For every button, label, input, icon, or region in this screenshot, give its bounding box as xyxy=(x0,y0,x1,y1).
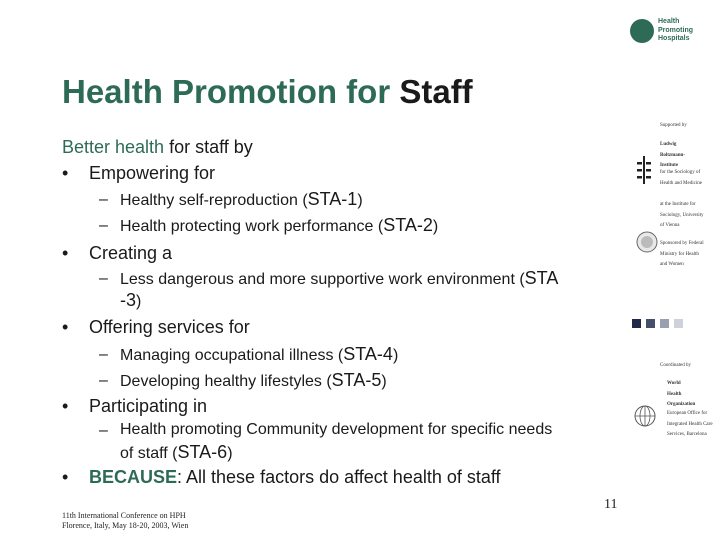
ministry-square-3 xyxy=(660,319,669,328)
code-sta-4: STA-4 xyxy=(343,344,393,364)
title-part1: Health Promotion for xyxy=(62,73,400,110)
page-number: 11 xyxy=(604,497,618,512)
item-sta-5 xyxy=(120,370,387,391)
bullet-offering: Offering services for xyxy=(89,317,250,337)
title-part2: Staff xyxy=(399,73,473,110)
bullet-marker: • xyxy=(62,467,69,487)
hph-logo xyxy=(630,18,710,46)
close-paren: ) xyxy=(432,218,439,235)
item-sta-2 xyxy=(120,215,438,236)
who-office: European Office for Integrated Health Care Services, Barcelona xyxy=(667,411,713,437)
bullet-participating: Participating in xyxy=(89,396,208,416)
bullet-marker: • xyxy=(62,243,69,263)
ministry-square-2 xyxy=(646,319,655,328)
intro-line xyxy=(62,137,253,158)
lbi-logo-icon xyxy=(637,156,651,184)
ministry-square-4 xyxy=(674,319,683,328)
supported-by-label: Supported by xyxy=(660,123,687,128)
close-paren: ) xyxy=(227,445,233,462)
item-text: Less dangerous and more supportive work environment ( xyxy=(120,271,525,288)
code-sta-5: STA-5 xyxy=(331,370,382,390)
ministry-seal-icon xyxy=(636,231,658,253)
item-sta-4 xyxy=(120,344,398,365)
bullet-marker: • xyxy=(62,396,69,416)
code-sta-3b: -3 xyxy=(120,290,137,310)
bullet-empowering: Empowering for xyxy=(89,163,216,183)
intro-green: Better health xyxy=(62,137,165,157)
footer-text: 11th International Conference on HPH Florence, Italy, May 18-20, 2003, Wien xyxy=(62,511,189,530)
lbi-name: Ludwig Boltzmann- Institute xyxy=(660,142,685,168)
item-sta-6-cont xyxy=(120,442,233,463)
because-text: : All these factors do affect health of staff xyxy=(177,467,501,487)
item-sta-6: Health promoting Community development for specific needs xyxy=(120,421,553,438)
who-emblem-icon xyxy=(633,404,657,428)
bullet-marker: • xyxy=(62,317,69,337)
bullet-because xyxy=(89,467,501,488)
dash-marker: – xyxy=(99,217,108,234)
ministry-square-1 xyxy=(632,319,641,328)
close-paren: ) xyxy=(381,373,387,390)
close-paren: ) xyxy=(357,192,363,209)
intro-rest: for staff by xyxy=(164,137,253,157)
hph-logo-text: Health Promoting Hospitals xyxy=(658,18,693,42)
dash-marker: – xyxy=(99,372,108,389)
close-paren: ) xyxy=(392,347,399,364)
lbi-description: for the Sociology of Health and Medicine xyxy=(660,170,702,186)
ministry-text: Sponsored by Federal Ministry for Health and Women xyxy=(660,241,704,267)
university-text: at the Institute for Sociology, University of Vienna xyxy=(660,202,704,228)
item-text: Developing healthy lifestyles ( xyxy=(120,373,332,390)
item-sta-1 xyxy=(120,189,363,210)
close-paren: ) xyxy=(136,293,142,310)
coordinated-by-label: Coordinated by xyxy=(660,363,691,368)
who-name: World Health Organization xyxy=(667,381,696,407)
dash-marker: – xyxy=(99,270,108,287)
bullet-marker: • xyxy=(62,163,69,183)
page-title xyxy=(62,73,473,111)
item-text: Healthy self-reproduction ( xyxy=(120,192,308,209)
item-sta-3 xyxy=(120,268,558,289)
code-sta-1: STA-1 xyxy=(307,189,358,209)
item-text: of staff ( xyxy=(120,445,178,462)
item-sta-3-cont xyxy=(120,290,141,311)
dash-marker: – xyxy=(99,346,108,363)
dash-marker: – xyxy=(99,191,108,208)
bullet-creating: Creating a xyxy=(89,243,173,263)
dash-marker: – xyxy=(99,422,108,439)
item-text: Health protecting work performance ( xyxy=(120,218,384,235)
because-label: BECAUSE xyxy=(89,467,178,487)
item-text: Managing occupational illness ( xyxy=(120,347,344,364)
code-sta-6: STA-6 xyxy=(177,442,228,462)
code-sta-2: STA-2 xyxy=(383,215,433,235)
hph-logo-mark xyxy=(630,19,654,43)
code-sta-3a: STA xyxy=(524,268,559,288)
